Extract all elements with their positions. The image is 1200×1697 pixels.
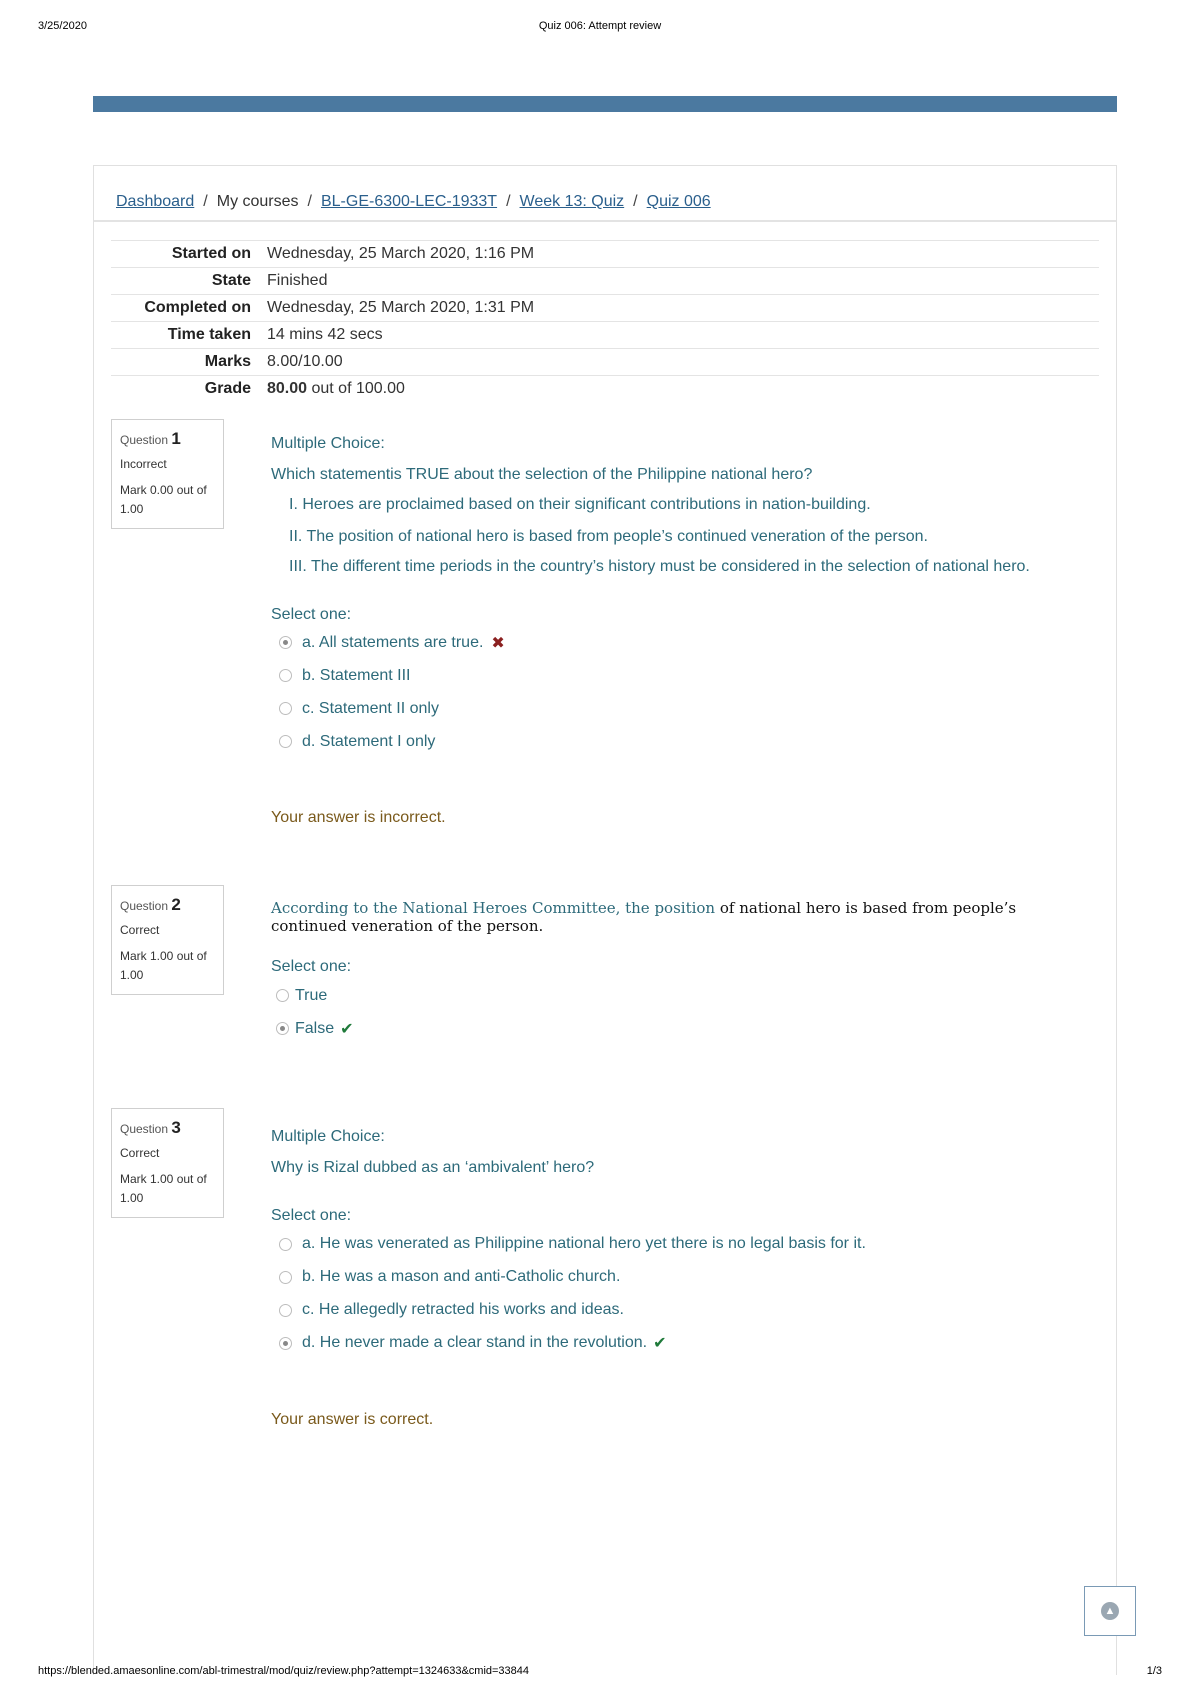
question-type: Multiple Choice: <box>271 435 385 452</box>
question-prefix: Question <box>120 899 169 913</box>
question-state: Incorrect <box>120 457 167 472</box>
question-prefix: Question <box>120 1122 169 1136</box>
breadcrumb-separator: / <box>633 193 638 210</box>
radio-selected[interactable] <box>279 1337 292 1350</box>
summary-value: 8.00/10.00 <box>267 349 1099 376</box>
option-false[interactable] <box>271 1012 1071 1045</box>
question-1-info <box>111 419 224 529</box>
question-number-value: 3 <box>171 1118 181 1137</box>
print-date: 3/25/2020 <box>38 20 87 32</box>
breadcrumb-my-courses: My courses <box>216 193 299 210</box>
feedback: Your answer is incorrect. <box>271 809 446 827</box>
grade-rest: out of 100.00 <box>307 380 405 398</box>
radio[interactable] <box>279 669 292 682</box>
summary-row-marks <box>111 349 1099 376</box>
option-b[interactable] <box>271 1261 1091 1294</box>
radio[interactable] <box>279 1238 292 1251</box>
summary-value: 14 mins 42 secs <box>267 322 1099 349</box>
summary-label: Grade <box>111 376 267 403</box>
option-label: a. All statements are true. <box>302 633 484 651</box>
print-url: https://blended.amaesonline.com/abl-trimestral/mod/quiz/review.php?attempt=1324633&cmid=33844 <box>38 1665 530 1677</box>
top-banner <box>93 96 1117 112</box>
cross-icon: ✖ <box>491 634 505 652</box>
option-label: False <box>295 1019 335 1037</box>
radio[interactable] <box>279 1271 292 1284</box>
summary-value: Wednesday, 25 March 2020, 1:16 PM <box>267 241 1099 268</box>
question-number-value: 2 <box>171 895 181 914</box>
attempt-summary-table <box>111 240 1099 403</box>
print-header <box>38 20 1162 36</box>
feedback: Your answer is correct. <box>271 1410 434 1428</box>
breadcrumb-quiz[interactable]: Quiz 006 <box>646 193 711 210</box>
statement-2: II. The position of national hero is based from people’s continued veneration of the person. <box>289 527 928 545</box>
summary-label: Completed on <box>111 295 267 322</box>
summary-value: Finished <box>267 268 1099 295</box>
radio-selected[interactable] <box>276 1022 289 1035</box>
breadcrumb-course[interactable]: BL-GE-6300-LEC-1933T <box>320 193 498 210</box>
option-label: d. He never made a clear stand in the revolution. <box>302 1334 648 1352</box>
question-text: Which statementis TRUE about the selection of the Philippine national hero? <box>271 466 813 484</box>
question-3-info <box>111 1108 224 1218</box>
summary-label: State <box>111 268 267 295</box>
breadcrumb-separator: / <box>307 193 312 210</box>
check-icon: ✔ <box>653 1335 667 1353</box>
question-1-body <box>271 434 1091 827</box>
question-2-body <box>271 899 1071 1045</box>
option-label: True <box>295 986 328 1004</box>
summary-row-state <box>111 268 1099 295</box>
question-text-teal: According to the National Heroes Committee, the position <box>271 899 716 917</box>
answer-options <box>271 1228 1091 1360</box>
select-one-label: Select one: <box>271 958 352 975</box>
question-mark: Mark 1.00 out of 1.00 <box>120 1171 207 1205</box>
answer-options <box>271 979 1071 1045</box>
question-prefix: Question <box>120 433 169 447</box>
radio[interactable] <box>279 702 292 715</box>
summary-label: Marks <box>111 349 267 376</box>
question-state: Correct <box>120 923 160 938</box>
radio-selected[interactable] <box>279 636 292 649</box>
option-d[interactable] <box>271 1327 1091 1360</box>
answer-options <box>271 626 1091 758</box>
question-3-body <box>271 1127 1091 1429</box>
option-d[interactable] <box>271 725 1091 758</box>
option-label: b. Statement III <box>302 666 411 684</box>
print-footer <box>38 1665 1162 1681</box>
option-b[interactable] <box>271 659 1091 692</box>
breadcrumb-separator: / <box>203 193 208 210</box>
summary-label: Time taken <box>111 322 267 349</box>
option-label: d. Statement I only <box>302 732 436 750</box>
option-a[interactable] <box>271 626 1091 659</box>
breadcrumb-week[interactable]: Week 13: Quiz <box>519 193 625 210</box>
option-label: a. He was venerated as Philippine national hero yet there is no legal basis for it. <box>302 1235 866 1253</box>
summary-value: Wednesday, 25 March 2020, 1:31 PM <box>267 295 1099 322</box>
option-label: b. He was a mason and anti-Catholic church. <box>302 1268 621 1286</box>
summary-value <box>267 376 1099 403</box>
select-one-label: Select one: <box>271 1207 352 1225</box>
grade-value: 80.00 <box>267 380 308 398</box>
option-label: c. He allegedly retracted his works and ideas. <box>302 1301 624 1319</box>
question-number <box>120 895 215 915</box>
option-true[interactable] <box>271 979 1071 1012</box>
print-title: Quiz 006: Attempt review <box>538 20 662 32</box>
option-c[interactable] <box>271 692 1091 725</box>
question-type: Multiple Choice: <box>271 1128 385 1145</box>
option-c[interactable] <box>271 1294 1091 1327</box>
question-number-value: 1 <box>171 429 181 448</box>
summary-row-started <box>111 241 1099 268</box>
question-2-info <box>111 885 224 995</box>
breadcrumb-separator: / <box>506 193 511 210</box>
radio[interactable] <box>276 989 289 1002</box>
question-state: Correct <box>120 1146 160 1161</box>
question-text-rest: of national hero is based from people’s continued veneration of the person. <box>271 899 1017 935</box>
radio[interactable] <box>279 735 292 748</box>
question-number <box>120 429 215 449</box>
chevron-up-icon: ▲ <box>1101 1602 1119 1620</box>
option-label: c. Statement II only <box>302 699 439 717</box>
statement-3: III. The different time periods in the country’s history must be considered in the selection of national hero. <box>289 557 1030 575</box>
breadcrumb-dashboard[interactable]: Dashboard <box>116 193 195 210</box>
statement-1: I. Heroes are proclaimed based on their significant contributions in nation-building. <box>289 496 871 514</box>
summary-label: Started on <box>111 241 267 268</box>
back-to-top-button[interactable] <box>1084 1586 1136 1636</box>
summary-row-grade <box>111 376 1099 403</box>
print-page-number: 1/3 <box>1146 1665 1162 1677</box>
question-text: Why is Rizal dubbed as an ‘ambivalent’ hero? <box>271 1159 595 1177</box>
question-mark: Mark 1.00 out of 1.00 <box>120 948 207 982</box>
question-number <box>120 1118 215 1138</box>
attempt-review-card <box>93 165 1117 1675</box>
question-mark: Mark 0.00 out of 1.00 <box>120 482 207 516</box>
select-one-label: Select one: <box>271 605 352 623</box>
radio[interactable] <box>279 1304 292 1317</box>
check-icon: ✔ <box>340 1020 354 1038</box>
option-a[interactable] <box>271 1228 1091 1261</box>
breadcrumb <box>94 166 1116 222</box>
summary-row-completed <box>111 295 1099 322</box>
question-text <box>271 899 1071 935</box>
summary-row-time <box>111 322 1099 349</box>
